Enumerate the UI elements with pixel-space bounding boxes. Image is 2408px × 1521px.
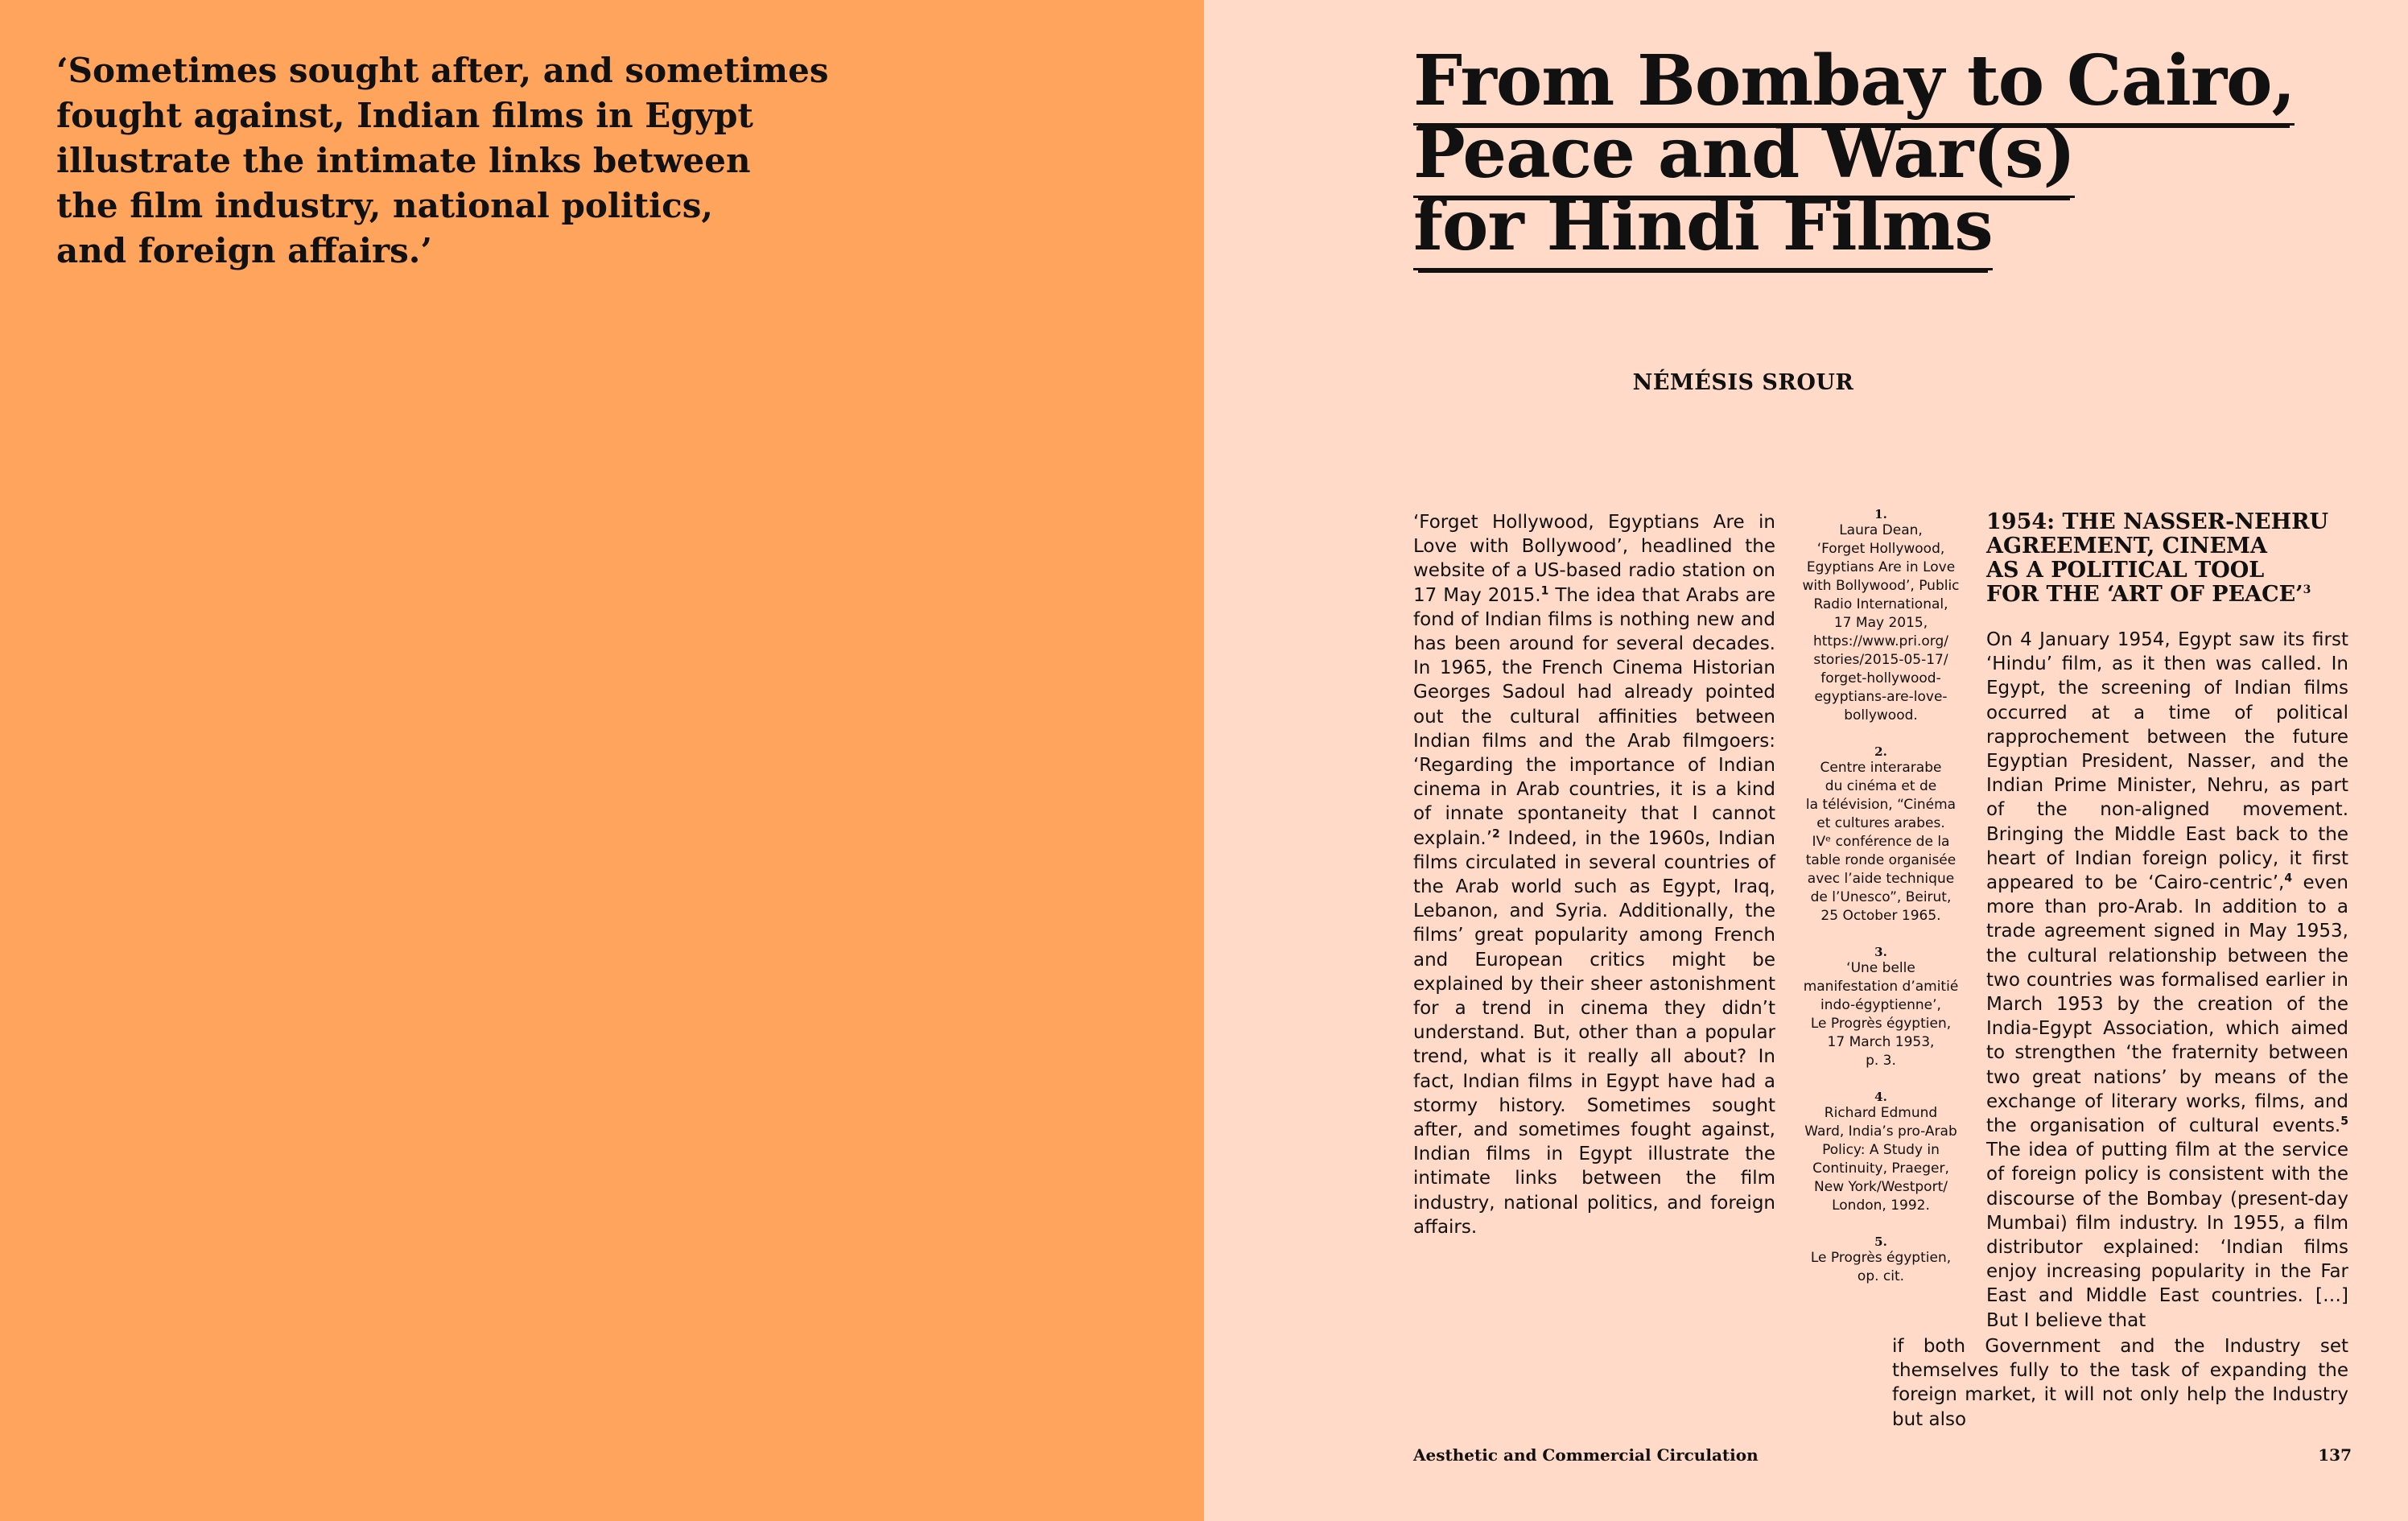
footnote bbox=[1796, 945, 1965, 1070]
footnote-text: Le Progrès égyptien, op. cit. bbox=[1810, 1250, 1952, 1284]
footnote-number: 4. bbox=[1874, 1090, 1887, 1104]
author-name: NÉMÉSIS SROUR bbox=[1632, 370, 1854, 395]
page-number: 137 bbox=[2318, 1445, 2352, 1465]
body-text: On 4 January 1954, Egypt saw its first ‘Hindu’ film, as it then was called. In Egypt, the screening of Indian films occurred at a time of political rapprochement between the future Egyptian President, Nasser, and the Indian Prime Minister, Nehru, as part of the non-aligned movement. Bringing the Middle East back to the heart of Indian foreign policy, it first appeared to be ‘Cairo-centric’, bbox=[1986, 629, 2348, 894]
footnote-ref: 1 bbox=[1540, 583, 1549, 597]
footnote-ref: 4 bbox=[2284, 872, 2293, 885]
section-heading-text: 1954: THE NASSER-NEHRU AGREEMENT, CINEMA AS A POLITICAL TOOL FOR THE ‘ART OF PEACE’ bbox=[1986, 509, 2329, 607]
body-text-wide: if both Government and the Industry set themselves fully to the task of expanding the foreign market, it will not only help the Industry but also bbox=[1892, 1336, 2348, 1430]
footnote bbox=[1796, 507, 1965, 725]
footnotes-column bbox=[1796, 507, 1965, 1305]
title-line: From Bombay to Cairo, bbox=[1413, 40, 2295, 126]
footnote-number: 3. bbox=[1874, 945, 1887, 959]
pull-quote: ‘Sometimes sought after, and sometimes fought against, Indian films in Egypt illustrate the intimate links between the film industry, national politics, and foreign affairs.’ bbox=[56, 51, 829, 270]
footnote bbox=[1796, 1235, 1965, 1286]
body-text: The idea that Arabs are fond of Indian films is nothing new and has been around for several decades. In 1965, the French Cinema Historian Georges Sadoul had already pointed out the cultural affinities between Indian films and the Arab filmgoers: ‘Regarding the importance of Indian cinema in Arab countries, it is a kind of innate spontaneity that I cannot explain.’ bbox=[1413, 584, 1775, 849]
footnote-text: Laura Dean, ‘Forget Hollywood, Egyptians Are in Love with Bollywood’, Public Radio International, 17 May 2015, https://www.pri.org/ stories/2015-05-17/ forget-hollywood- egyptians-are-love- bollywood. bbox=[1802, 522, 1960, 723]
body-text: Indeed, in the 1960s, Indian films circulated in several countries of the Arab world such as Egypt, Iraq, Lebanon, and Syria. Additionally, the films’ great popularity among French and European critics might be explained by their sheer astonishment for a trend in cinema they didn’t understand. But, other than a popular trend, what is it really all about? In fact, Indian films in Egypt have had a stormy history. Sometimes sought after, and sometimes fought against, Indian films in Egypt illustrate the intimate links between the film industry, national politics, and foreign affairs. bbox=[1413, 827, 1775, 1238]
footnote-number: 5. bbox=[1874, 1235, 1887, 1249]
footnote-ref: 2 bbox=[1492, 826, 1500, 840]
footnote bbox=[1796, 1090, 1965, 1215]
footnote-text: Richard Edmund Ward, India’s pro-Arab Policy: A Study in Continuity, Praeger, New York/Westport/ London, 1992. bbox=[1804, 1105, 1957, 1214]
right-page bbox=[1204, 0, 2408, 1521]
footnote-number: 1. bbox=[1874, 507, 1887, 521]
title-line: Peace and War(s) bbox=[1413, 113, 2075, 198]
footnote-ref: 3 bbox=[2303, 583, 2311, 596]
body-text: even more than pro-Arab. In addition to a trade agreement signed in May 1953, the cultural relationship between the two countries was formalised earlier in March 1953 by the creation of the India-Egypt Association, which aimed to strengthen ‘the fraternity between two great nations’ by means of the exchange of literary works, films, and the organisation of cultural events. bbox=[1986, 872, 2348, 1137]
footnote-ref: 5 bbox=[2340, 1115, 2348, 1128]
body-column-left bbox=[1413, 510, 1775, 1239]
footnote-text: ‘Une belle manifestation d’amitié indo-égyptienne’, Le Progrès égyptien, 17 March 1953, p. 3. bbox=[1803, 960, 1959, 1069]
article-title bbox=[1413, 40, 2379, 266]
section-heading bbox=[1986, 510, 2348, 607]
body-text-right bbox=[1986, 628, 2348, 1333]
footnote bbox=[1796, 744, 1965, 925]
body-text: ‘Forget Hollywood, Egyptians Are in Love with Bollywood’, headlined the website of a US-based radio station on 17 May 2015. bbox=[1413, 512, 1775, 606]
footnote-number: 2. bbox=[1874, 744, 1887, 759]
body-text: The idea of putting film at the service of foreign policy is consistent with the discourse of the Bombay (present-day Mumbai) film industry. In 1955, a film distributor explained: ‘Indian films enjoy increasing popularity in the Far East and Middle East countries. […] But I believe that bbox=[1986, 1140, 2348, 1331]
body-column-right bbox=[1986, 510, 2348, 1333]
footer-section-title: Aesthetic and Commercial Circulation bbox=[1413, 1445, 1759, 1465]
footnote-text: Centre interarabe du cinéma et de la télévision, “Cinéma et cultures arabes. IVᵉ conférence de la table ronde organisée avec l’aide technique de l’Unesco”, Beirut, 25 October 1965. bbox=[1805, 760, 1956, 924]
title-line: for Hindi Films bbox=[1413, 185, 1993, 270]
